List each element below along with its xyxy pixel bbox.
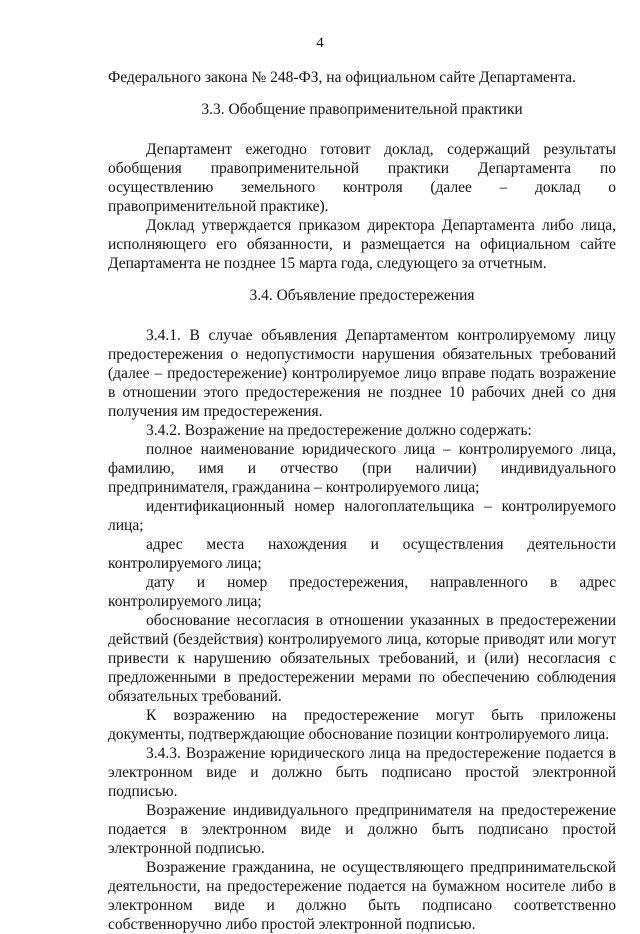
section-heading: 3.3. Обобщение правоприменительной практики bbox=[201, 101, 523, 118]
paragraph: полное наименование юридического лица – контролируемого лица, фамилию, имя и отчество (при наличии) индивидуального предпринимателя, гражданина – контролируемого лица; bbox=[108, 441, 616, 496]
paragraph: Возражение гражданина, не осуществляющего предпринимательской деятельности, на предостережение подается на бумажном носителе либо в электронном виде и должно быть подписано соответственно собственноручно либо простой электронной подписью. bbox=[108, 859, 616, 933]
paragraph: дату и номер предостережения, направленного в адрес контролируемого лица; bbox=[108, 574, 616, 610]
paragraph: Департамент ежегодно готовит доклад, содержащий результаты обобщения правоприменительной практики Департамента по осуществлению земельного контроля (далее – доклад о правоприменительной практике). bbox=[108, 141, 616, 215]
paragraph: 3.4.2. Возражение на предостережение должно содержать: bbox=[146, 422, 532, 439]
paragraph: обоснование несогласия в отношении указанных в предостережении действий (бездействия) контролируемого лица, которые приводят или могут привести к нарушению обязательных требований, и (или) несогласия с предложенными в предостережении мерами по обеспечению соблюдения обязательных требований. bbox=[108, 612, 616, 705]
paragraph: идентификационный номер налогоплательщика – контролируемого лица; bbox=[108, 498, 616, 534]
paragraph: 3.4.3. Возражение юридического лица на предостережение подается в электронном виде и должно быть подписано простой электронной подписью. bbox=[108, 745, 616, 800]
paragraph: 3.4.1. В случае объявления Департаментом контролируемому лицу предостережения о недопустимости нарушения обязательных требований (далее – предостережение) контролируемое лицо вправе подать возражение в отношении этого предостережения не позднее 10 рабочих дней со дня получения им предостережения. bbox=[108, 327, 616, 420]
paragraph: Возражение индивидуального предпринимателя на предостережение подается в электронном виде и должно быть подписано простой электронной подписью. bbox=[108, 802, 616, 857]
document-body bbox=[108, 68, 616, 934]
paragraph: Федерального закона № 248-ФЗ, на официальном сайте Департамента. bbox=[108, 69, 576, 86]
paragraph: Доклад утверждается приказом директора Департамента либо лица, исполняющего его обязанности, и размещается на официальном сайте Департамента не позднее 15 марта года, следующего за отчетным. bbox=[108, 217, 616, 272]
paragraph: адрес места нахождения и осуществления деятельности контролируемого лица; bbox=[108, 536, 616, 572]
paragraph: К возражению на предостережение могут быть приложены документы, подтверждающие обоснование позиции контролируемого лица. bbox=[108, 707, 616, 743]
section-heading: 3.4. Объявление предостережения bbox=[249, 287, 475, 304]
page-number: 4 bbox=[316, 35, 324, 51]
